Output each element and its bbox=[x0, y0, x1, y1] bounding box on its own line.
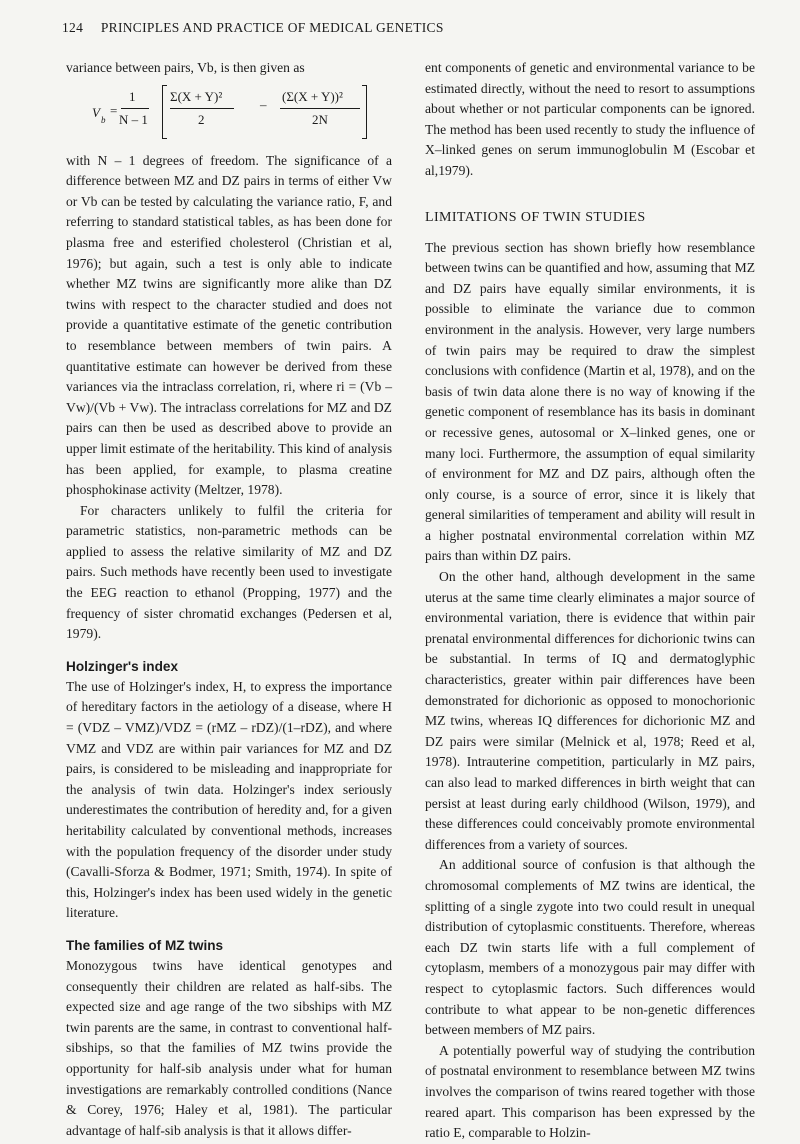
formula-term2-den: 2N bbox=[312, 111, 328, 127]
formula-right-bracket bbox=[362, 85, 367, 139]
families-heading: The families of MZ twins bbox=[66, 937, 224, 953]
variance-formula bbox=[66, 83, 392, 145]
formula-equals: = bbox=[110, 102, 118, 118]
left-column bbox=[66, 58, 392, 1141]
right-paragraph-3: On the other hand, although development in the same uterus at the same time clearly eliminates a major source of environmental variation, there is evidence that within pair prenatal environmental differences for dichorionic twins can be substantial. In terms of IQ and dermatoglyphic characteristics, greater within pair differences have been demonstrated for dichorionic as opposed to monochorionic MZ twins, whereas IQ differences for dichorionic MZ and DZ pairs were similar (Melnick et al, 1978; Reed et al, 1978). Intrauterine competition, particularly in MZ pairs, can also lead to marked differences in birth weight that can persist at least during early childhood (Wilson, 1979), and these differences could conceivably promote environmental differences from a variety of sources. bbox=[425, 569, 755, 852]
formula-left-bracket bbox=[162, 85, 167, 139]
left-paragraph-2: with N – 1 degrees of freedom. The significance of a difference between MZ and DZ pairs in terms of either Vw or Vb can be tested by calculating the variance ratio, F, and referring to standard statistical tables, as has been done for plasma free and esterified cholesterol (Christian et al, 1976); but again, such a test is only able to indicate whether MZ twins are significantly more alike than DZ twins with respect to the character studied and does not provide a quantitative estimate of the genetic contribution to resemblance between members of twin pairs. A quantitative estimate can however be derived from these variances via the intraclass correlation, ri, where ri = (Vb – Vw)/(Vb + Vw). The intraclass correlations for MZ and DZ pairs can then be used as described above to provide an upper limit estimate of the heritability. This kind of analysis has been applied, for example, to plasma creatine phosphokinase activity (Meltzer, 1978). bbox=[66, 152, 392, 498]
holzinger-heading: Holzinger's index bbox=[66, 658, 179, 674]
formula-lhs: V bbox=[92, 104, 100, 120]
right-paragraph-4: An additional source of confusion is that although the chromosomal complements of MZ twins are identical, the splitting of a single zygote into two could result in unequal distribution of cytoplasmic constituents. Therefore, whereas each DZ twin starts life with a full complement of cytoplasm, members of a monozygous pair may differ with respect to cytoplasmic factors. Such differences would contribute to what appear to be non-genetic differences between members of MZ pairs. bbox=[425, 857, 755, 1038]
running-header bbox=[62, 20, 762, 36]
formula-coef-bar bbox=[121, 108, 149, 109]
formula-lhs-sub: b bbox=[101, 114, 106, 125]
left-paragraph-5: Monozygous twins have identical genotypes and consequently their children are related as half-sibs. The expected size and age range of the two sibships with MZ twin parents are the same, in contrast to conventional half-sibships, so that the families of MZ twins provide the opportunity for half-sib analysis under what for human investigations are remarkably controlled conditions (Nance & Corey, 1976; Haley et al, 1981). The particular advantage of half-sib analysis is that it allows differ- bbox=[66, 957, 392, 1138]
formula-coef-den: N – 1 bbox=[119, 111, 148, 127]
right-paragraph-1: ent components of genetic and environmental variance to be estimated directly, without the need to resort to assumptions about whether or not particular components can be ignored. The method has been used recently to study the influence of X–linked genes on serum immunoglobulin M (Escobar et al,1979). bbox=[425, 60, 755, 178]
formula-term1-num: Σ(X + Y)² bbox=[170, 88, 223, 104]
page-number: 124 bbox=[62, 20, 84, 35]
right-paragraph-2: The previous section has shown briefly how resemblance between twins can be quantified and how, assuming that MZ and DZ pairs have equally similar environments, it is possible to eliminate the variance due to common environment in the analysis. However, very large numbers of twin pairs may be required to draw the simplest conclusions with confidence (Martin et al, 1978), and on the basis of twin data alone there is no way of knowing if the genetic component of resemblance has its basis in dominant or recessive genes, autosomal or X–linked genes, one or many loci. Furthermore, the assumption of equal similarity of environment for MZ and DZ pairs, although often the only course, is a source of error, since it is likely that general similarities of temperament and ability will result in a higher postnatal environmental correlation within MZ pairs than within DZ pairs. bbox=[425, 239, 755, 564]
formula-term1-den: 2 bbox=[198, 111, 205, 127]
formula-term2-num: (Σ(X + Y))² bbox=[282, 88, 343, 104]
left-paragraph-4: The use of Holzinger's index, H, to express the importance of hereditary factors in the aetiology of a disease, where H = (VDZ – VMZ)/VDZ = (rMZ – rDZ)/(1–rDZ), and where VMZ and VDZ are within pair variances for MZ and DZ pairs, is considered to be misleading and inappropriate for the analysis of twin data. Holzinger's index seriously underestimates the contribution of heredity and, for a given heritability calculated by conventional methods, increases with the population frequency of the disorder under study (Cavalli-Sforza & Bodmer, 1971; Smith, 1974). In spite of this, Holzinger's index has been used widely in the genetic literature. bbox=[66, 678, 392, 921]
left-paragraph-1: variance between pairs, Vb, is then given as bbox=[66, 60, 305, 75]
formula-term2-bar bbox=[280, 108, 360, 109]
formula-minus: – bbox=[260, 96, 267, 112]
left-paragraph-3: For characters unlikely to fulfil the criteria for parametric statistics, non-parametric methods can be applied to assess the relative similarity of MZ and DZ pairs. Such methods have recently been used to investigate the EEG reaction to ethanol (Propping, 1977) and the frequency of sister chromatid exchanges (Pedersen et al, 1979). bbox=[66, 502, 392, 642]
limitations-heading: LIMITATIONS OF TWIN STUDIES bbox=[425, 209, 646, 225]
running-title: PRINCIPLES AND PRACTICE OF MEDICAL GENETICS bbox=[100, 20, 444, 35]
right-paragraph-5: A potentially powerful way of studying the contribution of postnatal environment to resemblance between MZ twins involves the comparison of twins reared together with those reared apart. This comparison has been expressed by the ratio E, comparable to Holzin- bbox=[425, 1042, 755, 1141]
right-column bbox=[425, 58, 755, 1144]
formula-coef-num: 1 bbox=[129, 88, 136, 104]
formula-term1-bar bbox=[170, 108, 234, 109]
